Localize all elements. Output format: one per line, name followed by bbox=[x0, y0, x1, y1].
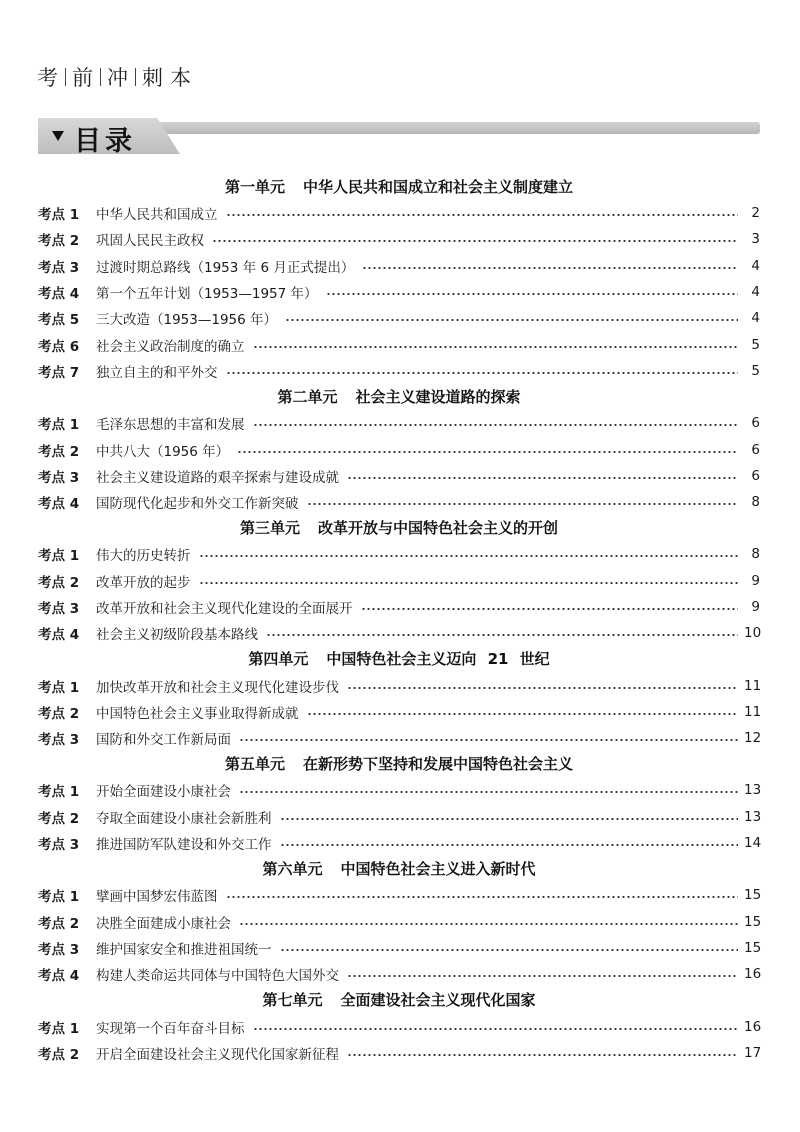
entry-label: 考点 1 bbox=[38, 207, 80, 224]
toc-entry[interactable] bbox=[38, 358, 760, 384]
dot-leader bbox=[237, 451, 738, 453]
toc-entry[interactable] bbox=[38, 226, 760, 252]
dot-leader bbox=[285, 319, 738, 321]
toc-entry[interactable] bbox=[38, 331, 760, 357]
entry-title: 三大改造（1953—1956 年） bbox=[96, 312, 278, 329]
unit-title: 在新形势下坚持和发展中国特色社会主义 bbox=[303, 755, 574, 774]
entry-title: 第一个五年计划（1953—1957 年） bbox=[96, 286, 318, 303]
entry-page: 16 bbox=[744, 1018, 762, 1035]
toc-entry[interactable] bbox=[38, 882, 760, 908]
entry-label: 考点 1 bbox=[38, 417, 80, 434]
entry-page: 12 bbox=[744, 730, 762, 747]
entry-label: 考点 3 bbox=[38, 732, 80, 749]
entry-title: 伟大的历史转折 bbox=[96, 548, 191, 565]
entry-page: 14 bbox=[744, 835, 762, 852]
entry-title: 中国特色社会主义事业取得新成就 bbox=[96, 705, 299, 722]
toc-entry[interactable] bbox=[38, 463, 760, 489]
entry-label: 考点 3 bbox=[38, 469, 80, 486]
unit-heading bbox=[38, 646, 760, 672]
entry-title: 推进国防军队建设和外交工作 bbox=[96, 837, 272, 854]
entry-page: 15 bbox=[744, 939, 762, 956]
toc-entry[interactable] bbox=[38, 1040, 760, 1066]
toc-entry[interactable] bbox=[38, 620, 760, 646]
toc-entry[interactable] bbox=[38, 568, 760, 594]
dot-leader bbox=[253, 1028, 739, 1030]
unit-title: 中国特色社会主义进入新时代 bbox=[340, 860, 536, 879]
toc-title: 目录 bbox=[74, 126, 136, 157]
entry-label: 考点 3 bbox=[38, 837, 80, 854]
entry-page: 10 bbox=[744, 625, 762, 642]
entry-title: 社会主义政治制度的确立 bbox=[96, 338, 245, 355]
entry-page: 11 bbox=[744, 677, 762, 694]
entry-title: 构建人类命运共同体与中国特色大国外交 bbox=[96, 968, 339, 985]
unit-title: 改革开放与中国特色社会主义的开创 bbox=[318, 519, 559, 538]
triangle-down-icon bbox=[52, 131, 64, 141]
toc-entry[interactable] bbox=[38, 436, 760, 462]
dot-leader bbox=[280, 818, 739, 820]
unit-heading bbox=[38, 174, 760, 200]
dot-leader bbox=[199, 555, 739, 557]
entry-title: 开启全面建设社会主义现代化国家新征程 bbox=[96, 1046, 339, 1063]
entry-label: 考点 1 bbox=[38, 889, 80, 906]
entry-title: 中共八大（1956 年） bbox=[96, 443, 230, 460]
entry-label: 考点 1 bbox=[38, 679, 80, 696]
unit-number: 第七单元 bbox=[262, 991, 323, 1010]
toc-entry[interactable] bbox=[38, 830, 760, 856]
entry-title: 实现第一个百年奋斗目标 bbox=[96, 1020, 245, 1037]
unit-heading bbox=[38, 856, 760, 882]
unit-heading bbox=[38, 751, 760, 777]
unit-title: 社会主义建设道路的探索 bbox=[355, 388, 521, 407]
entry-title: 改革开放和社会主义现代化建设的全面展开 bbox=[96, 601, 353, 617]
entry-page: 17 bbox=[744, 1044, 762, 1061]
dot-leader bbox=[280, 949, 739, 951]
dot-leader bbox=[362, 267, 738, 269]
dot-leader bbox=[307, 503, 739, 505]
entry-label: 考点 5 bbox=[38, 312, 80, 329]
dot-leader bbox=[239, 739, 738, 741]
entry-label: 考点 4 bbox=[38, 496, 80, 513]
dot-leader bbox=[253, 424, 739, 426]
entry-label: 考点 2 bbox=[38, 705, 80, 722]
entry-title: 擘画中国梦宏伟蓝图 bbox=[96, 889, 218, 906]
dot-leader bbox=[253, 346, 739, 348]
entry-label: 考点 2 bbox=[38, 810, 80, 827]
entry-page: 13 bbox=[744, 808, 762, 825]
series-label bbox=[37, 62, 192, 92]
toc-entry[interactable] bbox=[38, 804, 760, 830]
entry-label: 考点 3 bbox=[38, 601, 80, 617]
unit-heading bbox=[38, 384, 760, 410]
entry-title: 国防现代化起步和外交工作新突破 bbox=[96, 496, 299, 513]
unit-number: 第二单元 bbox=[277, 388, 338, 407]
entry-title: 加快改革开放和社会主义现代化建设步伐 bbox=[96, 679, 339, 696]
toc-entry[interactable] bbox=[38, 909, 760, 935]
entry-label: 考点 4 bbox=[38, 968, 80, 985]
entry-label: 考点 3 bbox=[38, 941, 80, 958]
series-char: 考 bbox=[37, 66, 59, 90]
dot-leader bbox=[239, 923, 738, 925]
entry-title: 社会主义建设道路的艰辛探索与建设成就 bbox=[96, 469, 339, 486]
entry-title: 决胜全面建成小康社会 bbox=[96, 915, 231, 932]
entry-title: 开始全面建设小康社会 bbox=[96, 784, 231, 801]
series-char: 冲 bbox=[107, 66, 129, 90]
unit-number: 第四单元 bbox=[248, 650, 309, 669]
entry-page: 6 bbox=[751, 467, 760, 484]
entry-page: 15 bbox=[744, 887, 762, 904]
entry-page: 4 bbox=[751, 257, 760, 274]
unit-number: 第六单元 bbox=[262, 860, 323, 879]
entry-title: 毛泽东思想的丰富和发展 bbox=[96, 417, 245, 434]
entry-page: 6 bbox=[751, 441, 760, 458]
dot-leader bbox=[307, 713, 739, 715]
dot-leader bbox=[347, 1054, 738, 1056]
entry-label: 考点 2 bbox=[38, 574, 80, 591]
entry-page: 5 bbox=[751, 362, 760, 379]
dot-leader bbox=[347, 477, 738, 479]
toc-entry[interactable] bbox=[38, 699, 760, 725]
entry-title: 过渡时期总路线（1953 年 6 月正式提出） bbox=[96, 259, 355, 276]
toc-entry[interactable] bbox=[38, 935, 760, 961]
entry-page: 5 bbox=[751, 336, 760, 353]
entry-page: 13 bbox=[744, 782, 762, 799]
unit-number: 第一单元 bbox=[224, 178, 285, 196]
entry-page: 9 bbox=[751, 572, 760, 589]
dot-leader bbox=[239, 791, 738, 793]
dot-leader bbox=[326, 293, 738, 295]
series-char: 本 bbox=[170, 66, 192, 90]
toc-entry[interactable] bbox=[38, 305, 760, 331]
entry-label: 考点 1 bbox=[38, 548, 80, 565]
toc-entry[interactable] bbox=[38, 279, 760, 305]
entry-label: 考点 2 bbox=[38, 915, 80, 932]
entry-page: 4 bbox=[751, 310, 760, 327]
entry-page: 6 bbox=[751, 415, 760, 432]
toc-entry[interactable] bbox=[38, 200, 760, 226]
entry-page: 16 bbox=[744, 966, 762, 983]
entry-label: 考点 4 bbox=[38, 627, 80, 644]
series-char: 前 bbox=[72, 66, 94, 90]
entry-label: 考点 2 bbox=[38, 443, 80, 460]
dot-leader bbox=[226, 896, 739, 898]
entry-page: 11 bbox=[744, 703, 762, 720]
entry-title: 社会主义初级阶段基本路线 bbox=[96, 627, 258, 644]
dot-leader bbox=[280, 844, 739, 846]
unit-heading bbox=[38, 987, 760, 1013]
unit-number: 第三单元 bbox=[239, 519, 300, 538]
table-of-contents bbox=[38, 174, 760, 1066]
entry-page: 2 bbox=[751, 205, 760, 222]
entry-page: 8 bbox=[751, 494, 760, 511]
entry-title: 夺取全面建设小康社会新胜利 bbox=[96, 810, 272, 827]
entry-page: 9 bbox=[751, 599, 760, 615]
entry-label: 考点 3 bbox=[38, 259, 80, 276]
entry-page: 15 bbox=[744, 913, 762, 930]
dot-leader bbox=[266, 634, 738, 636]
dot-leader bbox=[226, 214, 739, 216]
entry-title: 独立自主的和平外交 bbox=[96, 364, 218, 381]
unit-title: 中国特色社会主义迈向 21 世纪 bbox=[326, 650, 550, 669]
header-bar bbox=[148, 122, 760, 134]
entry-label: 考点 2 bbox=[38, 233, 80, 250]
unit-title: 全面建设社会主义现代化国家 bbox=[340, 991, 536, 1010]
dot-leader bbox=[347, 687, 738, 689]
series-char: 刺 bbox=[142, 66, 164, 90]
dot-leader bbox=[347, 975, 738, 977]
toc-entry[interactable] bbox=[38, 594, 760, 620]
toc-entry[interactable] bbox=[38, 410, 760, 436]
entry-title: 巩固人民民主政权 bbox=[96, 233, 204, 250]
entry-page: 8 bbox=[751, 546, 760, 563]
entry-label: 考点 4 bbox=[38, 286, 80, 303]
dot-leader bbox=[361, 608, 739, 610]
toc-entry[interactable] bbox=[38, 489, 760, 515]
unit-heading bbox=[38, 515, 760, 541]
toc-entry[interactable] bbox=[38, 961, 760, 987]
dot-leader bbox=[199, 582, 739, 584]
entry-title: 维护国家安全和推进祖国统一 bbox=[96, 941, 272, 958]
dot-leader bbox=[226, 372, 739, 374]
entry-label: 考点 1 bbox=[38, 784, 80, 801]
toc-header bbox=[38, 118, 760, 157]
entry-title: 中华人民共和国成立 bbox=[96, 207, 218, 224]
entry-label: 考点 6 bbox=[38, 338, 80, 355]
entry-page: 3 bbox=[751, 231, 760, 248]
entry-label: 考点 7 bbox=[38, 364, 80, 381]
entry-page: 4 bbox=[751, 284, 760, 301]
entry-label: 考点 1 bbox=[38, 1020, 80, 1037]
unit-title: 中华人民共和国成立和社会主义制度建立 bbox=[303, 178, 574, 196]
toc-entry[interactable] bbox=[38, 1013, 760, 1039]
toc-entry[interactable] bbox=[38, 672, 760, 698]
toc-entry[interactable] bbox=[38, 725, 760, 751]
entry-title: 国防和外交工作新局面 bbox=[96, 732, 231, 749]
unit-number: 第五单元 bbox=[224, 755, 285, 774]
toc-entry[interactable] bbox=[38, 541, 760, 567]
entry-label: 考点 2 bbox=[38, 1046, 80, 1063]
toc-entry[interactable] bbox=[38, 777, 760, 803]
entry-title: 改革开放的起步 bbox=[96, 574, 191, 591]
dot-leader bbox=[212, 240, 738, 242]
toc-entry[interactable] bbox=[38, 253, 760, 279]
